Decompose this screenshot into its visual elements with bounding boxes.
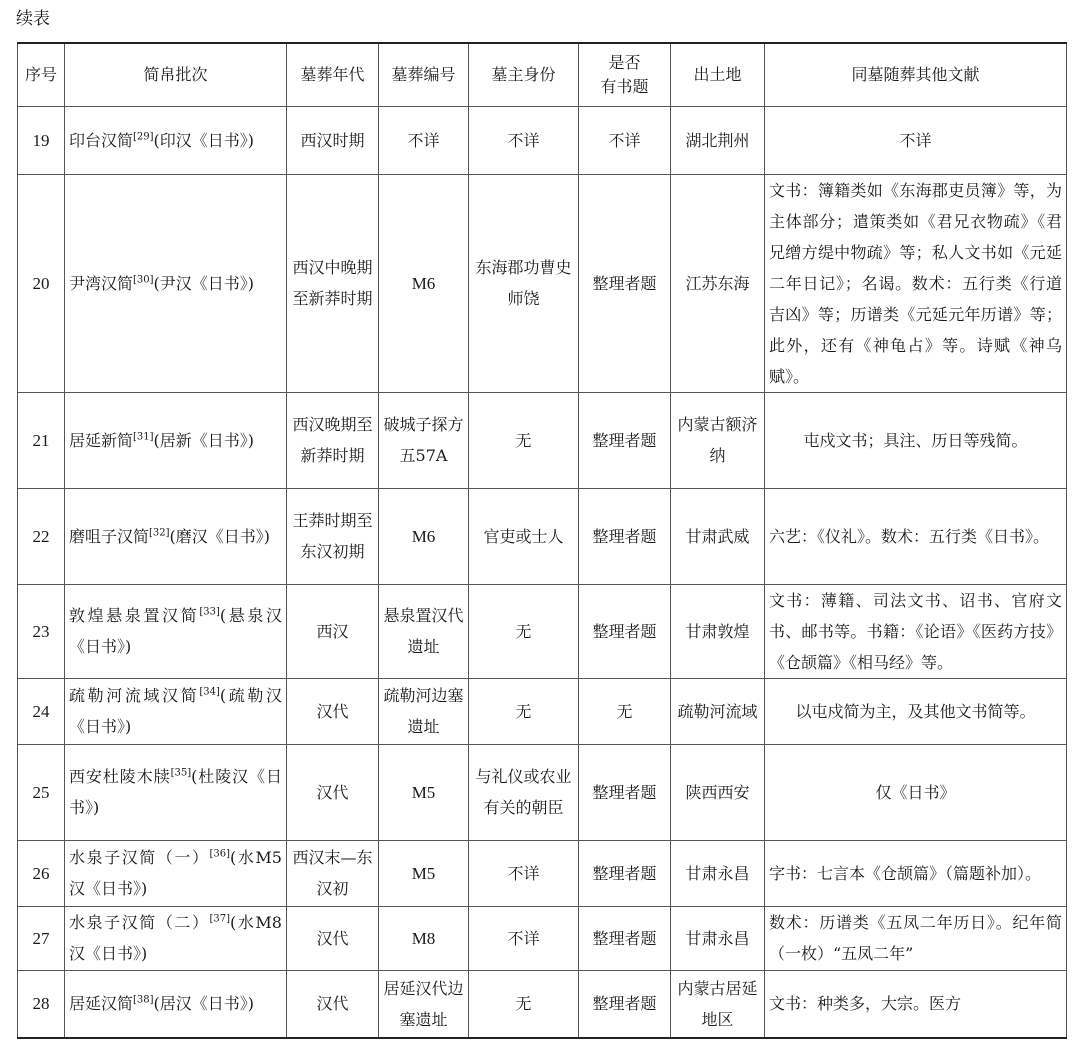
cell-place: 陕西西安 <box>671 744 765 840</box>
reference-mark: [34] <box>199 686 220 698</box>
cell-era: 西汉 <box>287 584 379 678</box>
cell-other-docs: 文书：薄籍、司法文书、诏书、官府文书、邮书等。书籍：《论语》《医药方技》《仓颉篇》《相马经》等。 <box>765 584 1067 678</box>
reference-mark: [31] <box>133 431 154 443</box>
cell-has-title: 整理者题 <box>579 970 671 1038</box>
cell-owner: 不详 <box>469 840 579 906</box>
table-row <box>18 840 1067 906</box>
cell-place: 疏勒河流域 <box>671 678 765 744</box>
cell-batch <box>65 970 287 1038</box>
reference-mark: [33] <box>199 606 220 618</box>
cell-has-title: 整理者题 <box>579 392 671 488</box>
cell-other-docs: 仅《日书》 <box>765 744 1067 840</box>
batch-abbreviation: (印汉《日书》) <box>153 130 255 150</box>
batch-name: 居延新简 <box>69 430 134 450</box>
cell-era: 汉代 <box>287 744 379 840</box>
cell-batch <box>65 106 287 174</box>
batch-name: 印台汉简 <box>69 130 134 150</box>
cell-owner: 无 <box>469 678 579 744</box>
cell-owner: 官吏或士人 <box>469 488 579 584</box>
cell-has-title: 无 <box>579 678 671 744</box>
header-tomb-id: 墓葬编号 <box>379 43 469 106</box>
cell-owner: 无 <box>469 584 579 678</box>
cell-place: 内蒙古居延地区 <box>671 970 765 1038</box>
cell-era: 西汉时期 <box>287 106 379 174</box>
batch-abbreviation: (悬泉汉《日书》) <box>69 606 282 656</box>
cell-other-docs: 以屯戍简为主，及其他文书简等。 <box>765 678 1067 744</box>
header-batch: 简帛批次 <box>65 43 287 106</box>
batch-abbreviation: (杜陵汉《日书》) <box>69 767 282 817</box>
table-row <box>18 584 1067 678</box>
reference-mark: [29] <box>133 131 154 143</box>
cell-batch <box>65 906 287 970</box>
cell-no: 23 <box>18 584 65 678</box>
cell-no: 25 <box>18 744 65 840</box>
batch-abbreviation: (水M8汉《日书》) <box>69 913 282 963</box>
cell-place: 甘肃武威 <box>671 488 765 584</box>
cell-owner: 不详 <box>469 906 579 970</box>
table-row <box>18 906 1067 970</box>
cell-other-docs: 屯戍文书；具注、历日等残简。 <box>765 392 1067 488</box>
table-body <box>18 106 1067 1038</box>
cell-has-title: 整理者题 <box>579 488 671 584</box>
cell-tomb-id: 不详 <box>379 106 469 174</box>
header-owner: 墓主身份 <box>469 43 579 106</box>
cell-has-title: 整理者题 <box>579 174 671 392</box>
cell-place: 江苏东海 <box>671 174 765 392</box>
reference-mark: [38] <box>133 994 154 1006</box>
batch-name: 敦煌悬泉置汉简 <box>69 606 200 625</box>
cell-no: 22 <box>18 488 65 584</box>
batch-name: 疏勒河流域汉简 <box>69 686 200 705</box>
cell-no: 28 <box>18 970 65 1038</box>
table-row <box>18 106 1067 174</box>
header-other-docs: 同墓随葬其他文献 <box>765 43 1067 106</box>
cell-no: 20 <box>18 174 65 392</box>
reference-mark: [36] <box>209 848 231 860</box>
cell-has-title: 整理者题 <box>579 906 671 970</box>
cell-owner: 东海郡功曹史师饶 <box>469 174 579 392</box>
table-row <box>18 488 1067 584</box>
header-era: 墓葬年代 <box>287 43 379 106</box>
cell-other-docs: 文书：种类多，大宗。医方 <box>765 970 1067 1038</box>
table-row <box>18 744 1067 840</box>
cell-other-docs: 不详 <box>765 106 1067 174</box>
cell-tomb-id: 疏勒河边塞遗址 <box>379 678 469 744</box>
cell-owner: 与礼仪或农业有关的朝臣 <box>469 744 579 840</box>
cell-other-docs: 数术：历谱类《五凤二年历日》。纪年简（一枚）“五凤二年” <box>765 906 1067 970</box>
cell-other-docs: 文书：簿籍类如《东海郡吏员簿》等，为主体部分；遣策类如《君兄衣物疏》《君兄缯方缇中物疏》等；私人文书如《元延二年日记》；名谒。数术：五行类《行道吉凶》等；历谱类《元延元年历谱》等；此外，还有《神龟占》等。诗赋《神乌赋》。 <box>765 174 1067 392</box>
reference-mark: [32] <box>149 527 170 539</box>
cell-other-docs: 字书：七言本《仓颉篇》（篇题补加）。 <box>765 840 1067 906</box>
cell-place: 湖北荆州 <box>671 106 765 174</box>
cell-place: 甘肃永昌 <box>671 906 765 970</box>
header-has-title: 是否 有书题 <box>579 43 671 106</box>
cell-tomb-id: 破城子探方五57A <box>379 392 469 488</box>
cell-no: 19 <box>18 106 65 174</box>
cell-tomb-id: M5 <box>379 840 469 906</box>
table-row <box>18 678 1067 744</box>
header-no: 序号 <box>18 43 65 106</box>
cell-era: 王莽时期至东汉初期 <box>287 488 379 584</box>
cell-no: 26 <box>18 840 65 906</box>
table-row <box>18 970 1067 1038</box>
cell-no: 24 <box>18 678 65 744</box>
table-caption: 续表 <box>16 9 50 29</box>
table-row <box>18 174 1067 392</box>
table-row <box>18 392 1067 488</box>
cell-has-title: 整理者题 <box>579 840 671 906</box>
cell-batch <box>65 488 287 584</box>
header-place: 出土地 <box>671 43 765 106</box>
batch-name: 尹湾汉简 <box>69 273 134 293</box>
cell-has-title: 不详 <box>579 106 671 174</box>
batch-name: 西安杜陵木牍 <box>69 767 171 786</box>
cell-batch <box>65 840 287 906</box>
cell-era: 汉代 <box>287 678 379 744</box>
cell-place: 甘肃敦煌 <box>671 584 765 678</box>
batch-name: 居延汉简 <box>69 994 134 1014</box>
header-row <box>18 43 1067 106</box>
cell-batch <box>65 744 287 840</box>
reference-mark: [30] <box>133 274 154 286</box>
cell-place: 内蒙古额济纳 <box>671 392 765 488</box>
cell-tomb-id: M5 <box>379 744 469 840</box>
cell-era: 汉代 <box>287 970 379 1038</box>
reference-mark: [37] <box>209 913 231 925</box>
batch-abbreviation: (居汉《日书》) <box>153 994 255 1014</box>
cell-no: 21 <box>18 392 65 488</box>
cell-era: 西汉末—东汉初 <box>287 840 379 906</box>
batch-abbreviation: (疏勒汉《日书》) <box>69 686 282 736</box>
cell-has-title: 整理者题 <box>579 584 671 678</box>
cell-tomb-id: M6 <box>379 174 469 392</box>
cell-other-docs: 六艺：《仪礼》。数术：五行类《日书》。 <box>765 488 1067 584</box>
batch-abbreviation: (水M5汉《日书》) <box>69 848 282 898</box>
batch-abbreviation: (尹汉《日书》) <box>153 273 255 293</box>
data-table <box>17 42 1067 1039</box>
cell-owner: 无 <box>469 392 579 488</box>
batch-name: 水泉子汉简（一） <box>69 848 210 867</box>
batch-name: 磨咀子汉简 <box>69 526 150 546</box>
cell-no: 27 <box>18 906 65 970</box>
cell-batch <box>65 584 287 678</box>
cell-tomb-id: 悬泉置汉代遗址 <box>379 584 469 678</box>
cell-batch <box>65 678 287 744</box>
cell-place: 甘肃永昌 <box>671 840 765 906</box>
cell-era: 汉代 <box>287 906 379 970</box>
cell-era: 西汉中晚期至新莽时期 <box>287 174 379 392</box>
cell-tomb-id: M6 <box>379 488 469 584</box>
batch-abbreviation: (居新《日书》) <box>153 430 255 450</box>
batch-name: 水泉子汉简（二） <box>69 913 210 932</box>
batch-abbreviation: (磨汉《日书》) <box>169 526 271 546</box>
cell-batch <box>65 174 287 392</box>
cell-owner: 无 <box>469 970 579 1038</box>
cell-owner: 不详 <box>469 106 579 174</box>
cell-era: 西汉晚期至新莽时期 <box>287 392 379 488</box>
cell-batch <box>65 392 287 488</box>
cell-has-title: 整理者题 <box>579 744 671 840</box>
cell-tomb-id: 居延汉代边塞遗址 <box>379 970 469 1038</box>
reference-mark: [35] <box>170 767 192 779</box>
cell-tomb-id: M8 <box>379 906 469 970</box>
